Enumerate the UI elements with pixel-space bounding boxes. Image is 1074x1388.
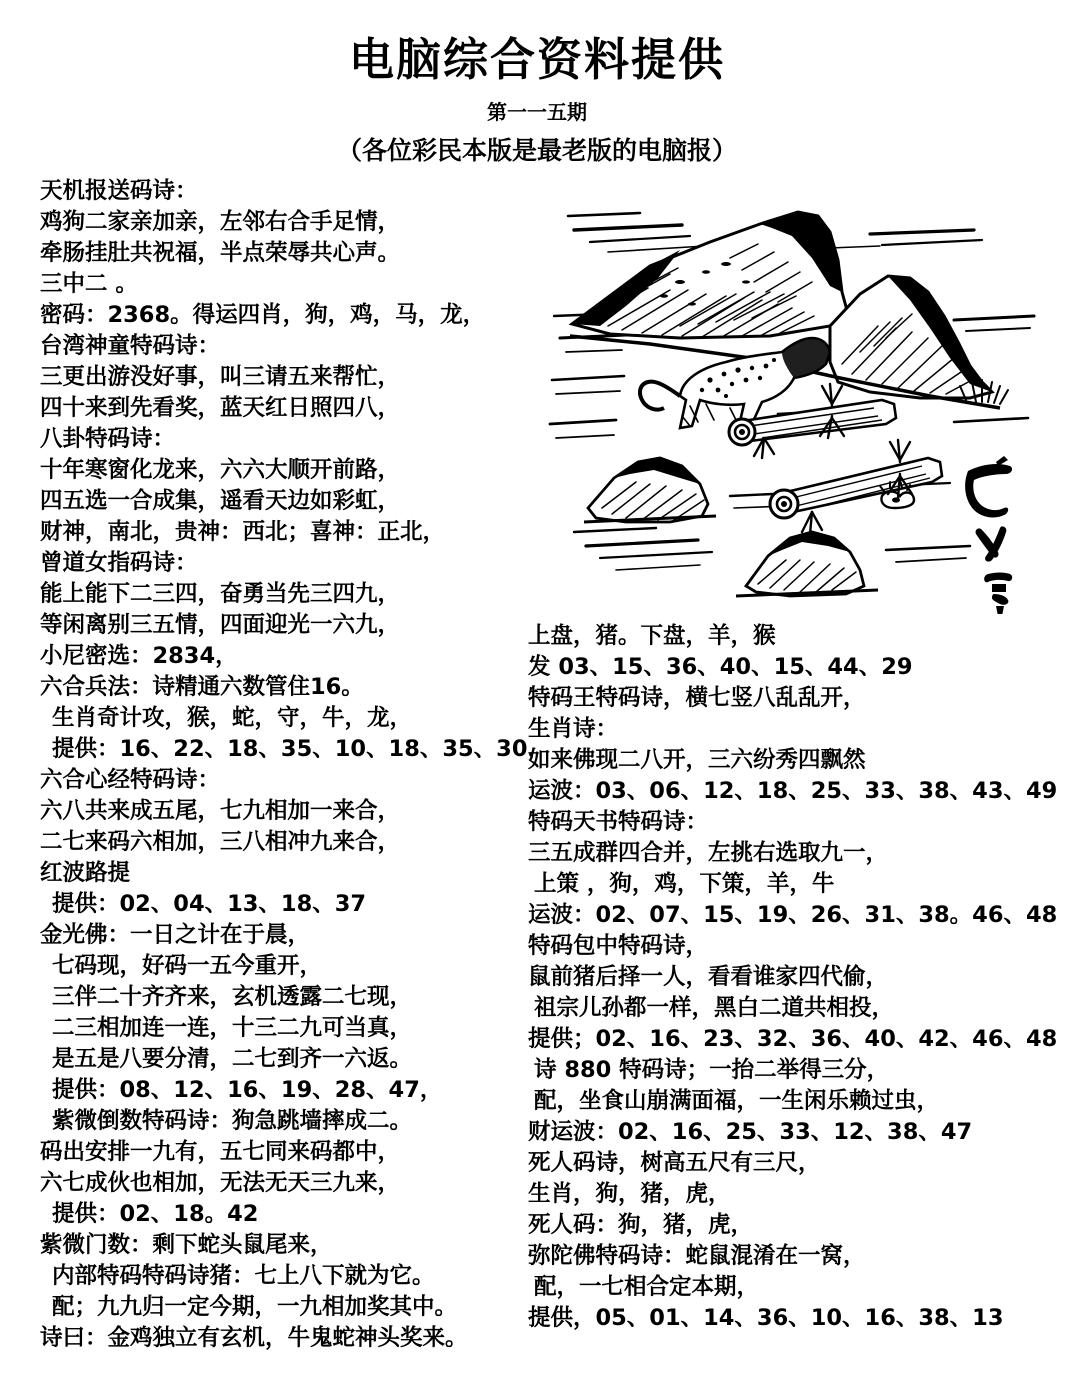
text-line: 财运波：02、16、25、33、12、38、47 [528,1119,973,1145]
text-line: 鼠前猪后择一人，看看谁家四代偷， [528,964,889,990]
text-line: 四十来到先看奖，蓝天红日照四八， [40,395,401,421]
text-line: 等闲离别三五情，四面迎光一六九， [40,612,401,638]
page-title: 电脑综合资料提供 [348,33,725,86]
text-line: 内部特码特码诗猪：七上八下就为它。 [52,1263,435,1289]
ink-drawing-svg [530,186,1050,614]
text-line: 提供：02、04、13、18、37 [52,891,367,917]
ink-drawing-illustration [530,186,1050,614]
text-line: 上盘，猪。下盘，羊，猴 [528,623,776,649]
text-line: 七码现，好码一五今重开， [52,953,323,979]
text-line: 能上能下二三四，奋勇当先三四九， [40,581,401,607]
text-line: 弥陀佛特码诗：蛇鼠混淆在一窝， [528,1243,866,1269]
text-line: 二七来码六相加，三八相冲九来合， [40,829,401,855]
text-line: 配；九九归一定今期，一九相加奖其中。 [52,1294,458,1320]
text-line: 上策 ，狗，鸡，下策，羊，牛 [534,871,835,897]
text-line: 三五成群四合并，左挑右选取九一， [528,840,889,866]
text-line: 死人码：狗，猪，虎， [528,1212,754,1238]
text-line: 三更出游没好事，叫三请五来帮忙， [40,364,401,390]
text-line: 十年寒窗化龙来，六六大顺开前路， [40,457,401,483]
text-line: 提供：16、22、18、35、10、18、35、30， [52,736,550,762]
text-line: 牵肠挂肚共祝福，半点荣辱共心声。 [40,240,401,266]
text-line: 六合心经特码诗： [40,767,221,793]
text-line: 生肖诗： [528,716,619,742]
text-line: 六七成伙也相加，无法无天三九来， [40,1170,401,1196]
text-line: 运波：03、06、12、18、25、33、38、43、49 [528,778,1058,804]
text-line: 曾道女指码诗： [40,550,198,576]
text-line: 四五选一合成集，遥看天边如彩虹， [40,488,401,514]
text-line: 特码天书特码诗： [528,809,709,835]
text-line: 天机报送码诗： [40,178,198,204]
text-line: 八卦特码诗： [40,426,176,452]
text-line: 三伴二十齐齐来，玄机透露二七现， [52,984,413,1010]
text-line: 提供：08、12、16、19、28、47， [52,1077,443,1103]
text-line: 如来佛现二八开，三六纷秀四飘然 [528,747,866,773]
text-line: 鸡狗二家亲加亲，左邻右合手足情， [40,209,401,235]
text-line: 生肖奇计攻，猴，蛇，守，牛，龙， [52,705,413,731]
text-line: 配，一七相合定本期， [534,1274,760,1300]
text-line: 三中二 。 [40,271,138,297]
text-line: 红波路提 [40,860,131,886]
text-line: 密码：2368。得运四肖，狗，鸡，马，龙， [40,302,486,328]
text-line: 是五是八要分清，二七到齐一六返。 [52,1046,413,1072]
text-line: 二三相加连一连，十三二九可当真， [52,1015,413,1041]
text-line: 小尼密选：2834， [40,643,238,669]
text-line: 六合兵法：诗精通六数管住16。 [40,674,364,700]
text-line: 六八共来成五尾，七九相加一来合， [40,798,401,824]
text-line: 死人码诗，树高五尺有三尺， [528,1150,821,1176]
text-line: 诗曰：金鸡独立有玄机，牛鬼蛇神头奖来。 [40,1325,468,1351]
text-line: 台湾神童特码诗： [40,333,221,359]
left-text-column [40,176,550,1354]
text-line: 提供：02、18。42 [52,1201,259,1227]
right-text-column [528,621,1058,1334]
text-line: 诗 880 特码诗；一抬二举得三分， [534,1057,890,1083]
text-line: 祖宗儿孙都一样，黑白二道共相投， [534,995,895,1021]
text-line: 财神，南北，贵神：西北；喜神：正北， [40,519,446,545]
text-line: 码出安排一九有，五七同来码都中， [40,1139,401,1165]
text-line: 紫微倒数特码诗：狗急跳墙摔成二。 [52,1108,413,1134]
text-line: 特码王特码诗，横七竖八乱乱开， [528,685,866,711]
text-line: 发 03、15、36、40、15、44、29 [528,654,913,680]
text-line: 金光佛：一日之计在于晨， [40,922,311,948]
text-line: 特码包中特码诗， [528,933,709,959]
text-line: 生肖，狗，猪，虎， [528,1181,731,1207]
text-line: 提供，05、01、14、36、10、16、38、13 [528,1305,1004,1331]
page-subtitle: （各位彩民本版是最老版的电脑报） [336,135,737,165]
issue-number: 第一一五期 [487,99,587,124]
text-line: 紫微门数：剩下蛇头鼠尾来， [40,1232,333,1258]
page-header [0,34,1074,167]
text-line: 提供；02、16、23、32、36、40、42、46、48 [528,1026,1058,1052]
text-line: 配，坐食山崩满面福，一生闲乐赖过虫， [534,1088,940,1114]
text-line: 运波：02、07、15、19、26、31、38。46、48 [528,902,1058,928]
